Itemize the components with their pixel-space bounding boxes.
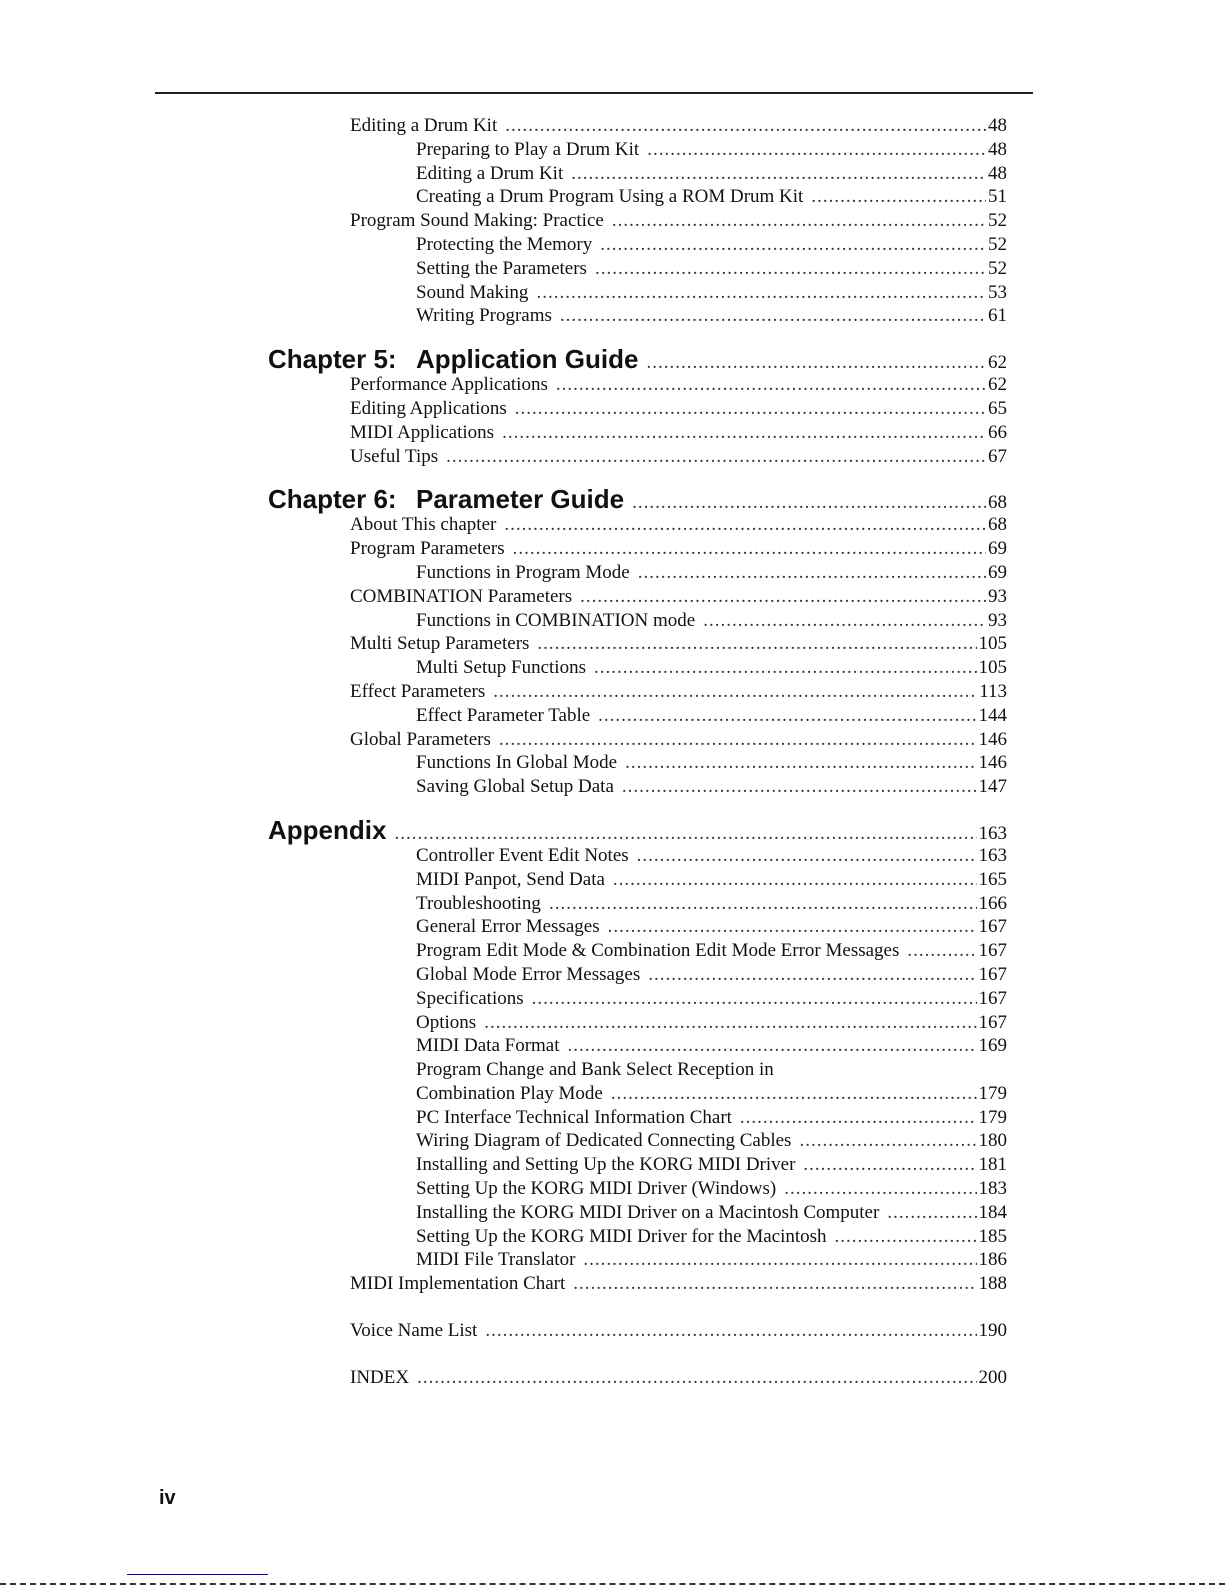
chapter-number: Chapter 5: (268, 344, 397, 375)
dot-leader (560, 304, 986, 328)
dot-leader (625, 751, 976, 775)
toc-page-number: 181 (978, 1154, 1007, 1176)
dot-leader (637, 844, 977, 868)
toc-page-number: 105 (978, 657, 1007, 679)
toc-page-number: 68 (988, 514, 1007, 536)
dot-leader (549, 892, 977, 916)
toc-entry-title: Effect Parameters (350, 680, 486, 702)
toc-page-number: 183 (978, 1178, 1007, 1200)
toc-page-number: 163 (978, 844, 1007, 866)
dot-leader (493, 680, 977, 704)
toc-page-number: 65 (988, 397, 1007, 419)
toc-entry[interactable] (268, 513, 1007, 537)
toc-entry-title: Troubleshooting (416, 892, 541, 914)
toc-entry-title (268, 813, 386, 847)
toc-page-number: 48 (988, 138, 1007, 160)
dot-leader (632, 486, 986, 516)
toc-entry-title: Editing Applications (350, 397, 507, 419)
toc-entry-title: Setting Up the KORG MIDI Driver for the Macintosh (416, 1225, 827, 1247)
toc-entry[interactable] (268, 987, 1007, 1011)
dot-leader (648, 963, 976, 987)
toc-page-number: 163 (978, 822, 1007, 844)
dot-leader (811, 185, 986, 209)
dot-leader (515, 397, 986, 421)
toc-page-number: 180 (978, 1130, 1007, 1152)
toc-page-number: 53 (988, 281, 1007, 303)
toc-page-number: 165 (978, 868, 1007, 890)
toc-entry[interactable] (268, 445, 1007, 469)
toc-entry[interactable] (268, 373, 1007, 397)
toc-entry[interactable] (268, 185, 1007, 209)
toc-entry[interactable] (268, 1129, 1007, 1153)
toc-page-number: 167 (978, 1011, 1007, 1033)
toc-page-number: 167 (978, 940, 1007, 962)
table-of-contents (268, 114, 1007, 1390)
dot-leader (485, 1319, 976, 1343)
toc-page-number: 48 (988, 162, 1007, 184)
toc-entry-title (268, 342, 638, 376)
toc-entry-title: Installing the KORG MIDI Driver on a Macintosh Computer (416, 1201, 880, 1223)
toc-entry[interactable] (268, 209, 1007, 233)
dot-leader (499, 728, 977, 752)
chapter-title: Appendix (268, 814, 387, 845)
toc-entry[interactable] (268, 1225, 1007, 1249)
dot-leader (647, 138, 986, 162)
toc-page-number: 146 (978, 752, 1007, 774)
toc-page-number: 69 (988, 538, 1007, 560)
toc-page-number: 200 (978, 1366, 1007, 1388)
toc-entry[interactable] (268, 233, 1007, 257)
toc-entry[interactable] (268, 281, 1007, 305)
toc-entry-title: Multi Setup Functions (416, 657, 586, 679)
toc-entry-title: About This chapter (350, 514, 497, 536)
toc-entry-title: Functions in COMBINATION mode (416, 609, 696, 631)
dot-leader (484, 1011, 976, 1035)
toc-entry[interactable] (268, 632, 1007, 656)
toc-entry[interactable] (268, 892, 1007, 916)
toc-entry-title: MIDI File Translator (416, 1249, 576, 1271)
toc-page-number: 52 (988, 233, 1007, 255)
toc-entry-title: MIDI Data Format (416, 1035, 560, 1057)
toc-entry[interactable] (268, 915, 1007, 939)
toc-entry[interactable] (268, 1319, 1007, 1343)
toc-entry[interactable] (268, 751, 1007, 775)
toc-page-number: 67 (988, 445, 1007, 467)
chapter-number: Chapter 6: (268, 484, 397, 515)
dot-leader (446, 445, 986, 469)
dot-leader (608, 915, 977, 939)
toc-page-number: 93 (988, 585, 1007, 607)
toc-entry[interactable] (268, 397, 1007, 421)
toc-entry[interactable] (268, 1177, 1007, 1201)
toc-entry-title: Protecting the Memory (416, 233, 593, 255)
toc-entry[interactable] (268, 1248, 1007, 1272)
dot-leader (611, 1082, 977, 1106)
toc-page-number: 62 (988, 374, 1007, 396)
toc-entry[interactable] (268, 1366, 1007, 1390)
toc-entry-title: Program Edit Mode & Combination Edit Mode Error Messages (416, 940, 900, 962)
toc-entry-title: Effect Parameter Table (416, 704, 591, 726)
toc-entry-title: Combination Play Mode (416, 1082, 603, 1104)
toc-entry-title: Functions In Global Mode (416, 752, 618, 774)
toc-entry-title: Multi Setup Parameters (350, 633, 530, 655)
toc-entry-title: MIDI Implementation Chart (350, 1273, 566, 1295)
toc-page-number: 184 (978, 1201, 1007, 1223)
toc-entry[interactable] (268, 775, 1007, 799)
toc-entry-title: Preparing to Play a Drum Kit (416, 138, 640, 160)
toc-entry-title: Creating a Drum Program Using a ROM Drum Kit (416, 186, 804, 208)
toc-entry[interactable] (268, 1153, 1007, 1177)
dot-leader (537, 632, 976, 656)
link-underline (127, 1574, 268, 1575)
toc-page-number: 166 (978, 892, 1007, 914)
toc-entry-title: Sound Making (416, 281, 529, 303)
toc-page-number: 51 (988, 186, 1007, 208)
dot-leader (504, 513, 986, 537)
toc-page-number: 179 (978, 1082, 1007, 1104)
toc-entry-title: Voice Name List (350, 1320, 478, 1342)
dot-leader (622, 775, 977, 799)
page-number: iv (159, 1487, 176, 1509)
toc-entry[interactable] (268, 939, 1007, 963)
toc-entry-title: Wiring Diagram of Dedicated Connecting Cables (416, 1130, 792, 1152)
toc-page-number: 93 (988, 609, 1007, 631)
dot-leader (600, 233, 986, 257)
toc-entry-title: Functions in Program Mode (416, 561, 630, 583)
toc-page-number: 167 (978, 916, 1007, 938)
toc-entry-title: Useful Tips (350, 445, 439, 467)
dot-leader (612, 209, 986, 233)
dot-leader (613, 868, 977, 892)
toc-entry-title: Program Parameters (350, 538, 505, 560)
dot-leader (835, 1225, 977, 1249)
toc-chapter-heading[interactable] (268, 813, 1007, 847)
toc-page-number: 61 (988, 305, 1007, 327)
toc-entry-title: Program Change and Bank Select Reception in (416, 1059, 774, 1081)
toc-page-number: 48 (988, 115, 1007, 136)
toc-page-number: 62 (988, 352, 1007, 374)
toc-entry[interactable] (268, 257, 1007, 281)
toc-entry-title: Installing and Setting Up the KORG MIDI Driver (416, 1154, 796, 1176)
dot-leader (784, 1177, 976, 1201)
toc-page-number: 179 (978, 1106, 1007, 1128)
toc-page-number: 68 (988, 492, 1007, 514)
toc-page-number: 66 (988, 421, 1007, 443)
toc-entry[interactable] (268, 162, 1007, 186)
toc-page-number: 185 (978, 1225, 1007, 1247)
toc-entry[interactable] (268, 304, 1007, 328)
toc-page-number: 144 (978, 704, 1007, 726)
dot-leader (568, 1034, 977, 1058)
toc-entry[interactable] (268, 844, 1007, 868)
toc-entry[interactable] (268, 609, 1007, 633)
dot-leader (513, 537, 986, 561)
toc-entry-title: Saving Global Setup Data (416, 776, 614, 798)
dot-leader (595, 257, 986, 281)
page-bottom-edge (0, 1583, 1225, 1587)
toc-entry[interactable] (268, 1201, 1007, 1225)
toc-entry[interactable] (268, 1106, 1007, 1130)
dot-leader (580, 585, 986, 609)
toc-page-number: 113 (979, 680, 1007, 702)
dot-leader (505, 114, 986, 138)
toc-page-number: 188 (978, 1273, 1007, 1295)
toc-entry-title: Controller Event Edit Notes (416, 844, 629, 866)
toc-page-number: 105 (978, 633, 1007, 655)
toc-entry-title: COMBINATION Parameters (350, 585, 573, 607)
toc-chapter-heading[interactable] (268, 342, 1007, 376)
toc-page-number: 52 (988, 210, 1007, 232)
toc-entry-title: Performance Applications (350, 374, 548, 396)
chapter-title: Parameter Guide (416, 484, 625, 515)
toc-page-number: 167 (978, 987, 1007, 1009)
dot-leader (556, 373, 986, 397)
dot-leader (417, 1366, 976, 1390)
toc-page-number: 147 (978, 776, 1007, 798)
toc-page-number: 146 (978, 728, 1007, 750)
dot-leader (583, 1248, 976, 1272)
toc-chapter-heading[interactable] (268, 482, 1007, 516)
toc-entry[interactable] (268, 868, 1007, 892)
toc-entry-title: Global Mode Error Messages (416, 963, 641, 985)
header-rule (155, 92, 1033, 94)
dot-leader (536, 281, 986, 305)
toc-entry-title: Program Sound Making: Practice (350, 210, 604, 232)
dot-leader (573, 1272, 976, 1296)
dot-leader (594, 656, 977, 680)
dot-leader (638, 561, 986, 585)
toc-page-number: 186 (978, 1249, 1007, 1271)
toc-entry-title: MIDI Panpot, Send Data (416, 868, 605, 890)
dot-leader (740, 1106, 977, 1130)
dot-leader (532, 987, 977, 1011)
toc-entry-title: PC Interface Technical Information Chart (416, 1106, 732, 1128)
dot-leader (598, 704, 976, 728)
toc-entry-title: Editing a Drum Kit (416, 162, 564, 184)
dot-leader (502, 421, 986, 445)
dot-leader (703, 609, 986, 633)
toc-entry[interactable] (268, 585, 1007, 609)
toc-entry[interactable] (268, 537, 1007, 561)
toc-entry-title: Setting Up the KORG MIDI Driver (Windows) (416, 1178, 777, 1200)
dot-leader (907, 939, 976, 963)
toc-entry[interactable] (268, 1082, 1007, 1106)
toc-entry-title: INDEX (350, 1366, 410, 1388)
toc-entry-title: MIDI Applications (350, 421, 495, 443)
toc-page-number: 167 (978, 963, 1007, 985)
toc-page-number: 190 (978, 1320, 1007, 1342)
dot-leader (394, 817, 976, 847)
toc-entry-title: Specifications (416, 987, 524, 1009)
toc-entry[interactable] (268, 1058, 1007, 1082)
toc-page-number: 169 (978, 1035, 1007, 1057)
toc-entry[interactable] (268, 561, 1007, 585)
toc-entry-title: Options (416, 1011, 477, 1033)
toc-entry[interactable] (268, 138, 1007, 162)
dot-leader (799, 1129, 976, 1153)
toc-entry[interactable] (268, 656, 1007, 680)
toc-entry-title: Editing a Drum Kit (350, 115, 498, 136)
toc-entry[interactable] (268, 680, 1007, 704)
toc-page-number: 52 (988, 257, 1007, 279)
dot-leader (887, 1201, 976, 1225)
toc-entry[interactable] (268, 963, 1007, 987)
toc-entry[interactable] (268, 1034, 1007, 1058)
toc-entry[interactable] (268, 728, 1007, 752)
toc-entry[interactable] (268, 421, 1007, 445)
toc-entry[interactable] (268, 1272, 1007, 1296)
dot-leader (646, 346, 986, 376)
toc-entry-title (268, 482, 624, 516)
toc-entry-title: Setting the Parameters (416, 257, 587, 279)
toc-entry-title: Global Parameters (350, 728, 491, 750)
toc-entry-title: Writing Programs (416, 305, 552, 327)
toc-entry-title: General Error Messages (416, 916, 600, 938)
toc-entry[interactable] (268, 1011, 1007, 1035)
chapter-title: Application Guide (416, 344, 639, 375)
toc-page-number: 69 (988, 561, 1007, 583)
dot-leader (803, 1153, 976, 1177)
dot-leader (571, 162, 986, 186)
toc-entry[interactable] (268, 704, 1007, 728)
toc-entry[interactable] (268, 114, 1007, 138)
